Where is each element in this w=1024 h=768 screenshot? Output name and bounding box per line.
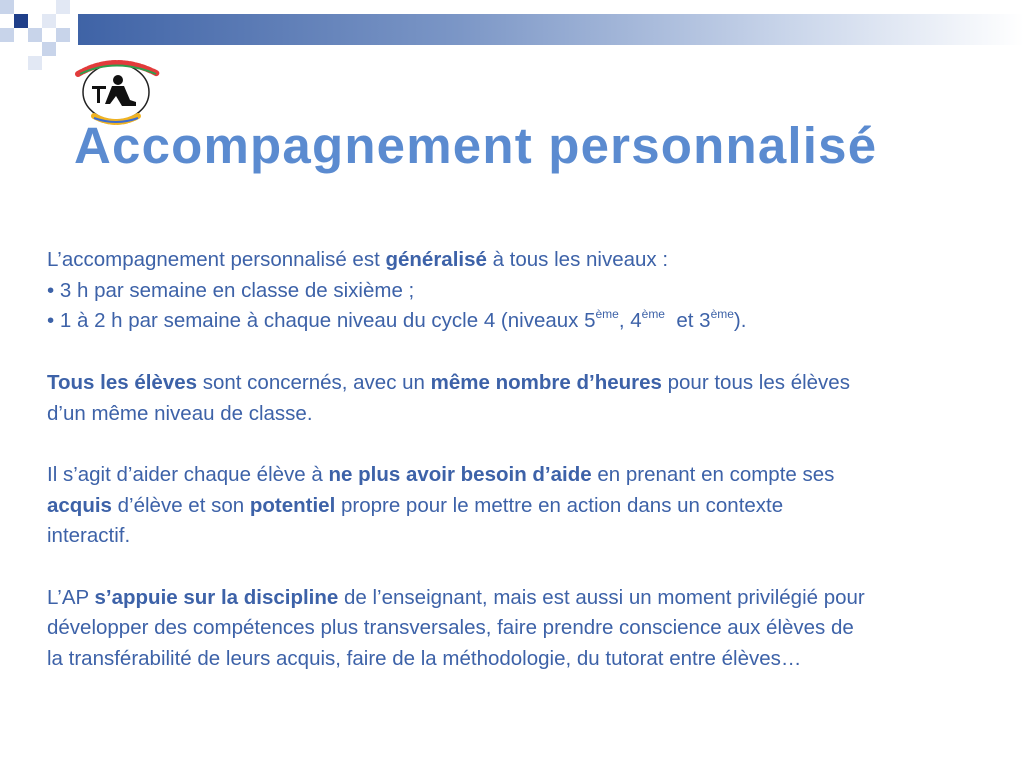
paragraph-aim	[47, 460, 987, 552]
paragraph-all-students	[47, 368, 987, 429]
page-title: Accompagnement personnalisé	[74, 117, 878, 174]
paragraph-generalisation	[47, 245, 987, 337]
bullet-item: • 3 h par semaine en classe de sixième ;	[47, 278, 415, 302]
header-gradient-band	[78, 14, 1024, 45]
text-line: la transférabilité de leurs acquis, faire de la méthodologie, du tutorat entre élèves…	[47, 647, 802, 671]
corner-square	[42, 42, 56, 56]
text-line: d’un même niveau de classe.	[47, 401, 313, 425]
corner-square	[0, 0, 14, 14]
corner-square	[56, 28, 70, 42]
text-line: Tous les élèves sont concernés, avec un même nombre d’heures pour tous les élèves	[47, 370, 850, 394]
corner-square	[56, 0, 70, 14]
corner-square	[28, 56, 42, 70]
corner-square	[0, 28, 14, 42]
text-line: L’accompagnement personnalisé est généralisé à tous les niveaux :	[47, 248, 669, 271]
text-line: développer des compétences plus transversales, faire prendre conscience aux élèves de	[47, 616, 854, 640]
paragraph-discipline	[47, 583, 987, 675]
text-line: Il s’agit d’aider chaque élève à ne plus avoir besoin d’aide en prenant en compte ses	[47, 462, 835, 486]
corner-square	[42, 14, 56, 28]
text-line: L’AP s’appuie sur la discipline de l’enseignant, mais est aussi un moment privilégié pour	[47, 585, 865, 609]
corner-square	[28, 28, 42, 42]
slide-body	[47, 245, 987, 675]
text-line: acquis d’élève et son potentiel propre pour le mettre en action dans un contexte	[47, 493, 784, 517]
corner-square	[14, 14, 28, 28]
text-line: interactif.	[47, 524, 131, 548]
bullet-item: • 1 à 2 h par semaine à chaque niveau du cycle 4 (niveaux 5ème, 4ème et 3ème).	[47, 307, 747, 333]
